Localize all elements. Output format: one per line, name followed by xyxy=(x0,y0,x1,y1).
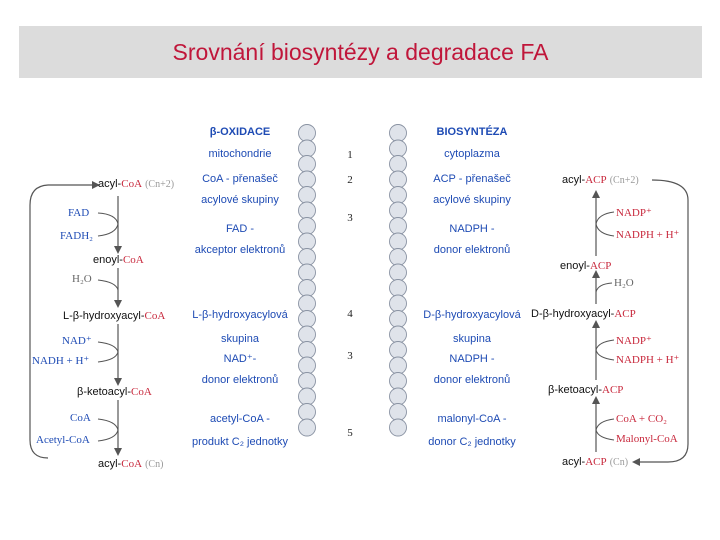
membrane-bead xyxy=(390,171,407,188)
membrane-bead xyxy=(390,202,407,219)
left-branch-nad xyxy=(98,342,118,362)
membrane-bead xyxy=(299,249,316,266)
oxidation-acceptor-2: akceptor elektronů xyxy=(194,244,286,256)
left-arrow-1-head xyxy=(114,246,122,254)
biosynthesis-donor: NADPH - xyxy=(449,223,495,235)
right-acyl-bottom-chain: (Cn) xyxy=(609,457,629,468)
membrane-bead xyxy=(299,187,316,204)
membrane-bead xyxy=(299,280,316,297)
left-arrow-2-head xyxy=(114,300,122,308)
left-branch-h2o xyxy=(98,280,118,290)
left-acyl-bottom xyxy=(98,458,163,471)
right-ketoacyl xyxy=(548,384,623,397)
oxidation-nad: NAD⁺- xyxy=(223,353,257,365)
biosynthesis-location: cytoplazma xyxy=(444,148,500,160)
left-acyl-top-prefix: acyl- xyxy=(98,178,122,190)
membrane-bead xyxy=(299,264,316,281)
membrane-bead xyxy=(390,233,407,250)
right-ketoacyl-prefix: β-ketoacyl- xyxy=(548,384,603,396)
left-acyl-top-coa: CoA xyxy=(121,178,143,190)
oxidation-unit: acetyl-CoA - xyxy=(210,413,270,425)
right-nadph: NADPH + H⁺ xyxy=(616,229,680,241)
membrane-bead xyxy=(299,295,316,312)
membrane-bead xyxy=(390,326,407,343)
membrane-bead xyxy=(390,218,407,235)
membrane-bead xyxy=(299,326,316,343)
right-acyl-top-prefix: acyl- xyxy=(562,174,586,186)
left-acetyl-coa: Acetyl-CoA xyxy=(36,434,90,446)
membrane-bead xyxy=(390,311,407,328)
step-number-5: 3 xyxy=(347,350,353,362)
membrane-bead xyxy=(390,280,407,297)
right-coa-co2: CoA + CO₂ xyxy=(616,413,667,425)
right-acyl-top xyxy=(562,174,639,187)
left-acyl-bottom-chain: (Cn) xyxy=(145,459,164,470)
membrane-bead xyxy=(390,295,407,312)
membrane-bead xyxy=(299,202,316,219)
left-ketoacyl xyxy=(77,386,152,399)
cycle-arrow-right-head xyxy=(632,458,640,466)
step-number-3: 3 xyxy=(347,212,353,224)
step-number-6: 5 xyxy=(347,427,353,439)
left-h2o: H₂O xyxy=(72,273,92,285)
membrane-bead xyxy=(299,388,316,405)
biosynthesis-unit: malonyl-CoA - xyxy=(437,413,507,425)
oxidation-header: β-OXIDACE xyxy=(209,126,271,138)
left-enoyl-prefix: enoyl- xyxy=(93,254,123,266)
membrane-bead xyxy=(390,156,407,173)
left-fad: FAD xyxy=(68,207,90,219)
biosynthesis-header: BIOSYNTÉZA xyxy=(436,126,508,138)
biosynthesis-hydroxy: D-β-hydroxyacylová xyxy=(423,309,521,321)
right-branch-h2o xyxy=(596,283,612,292)
biosynthesis-hydroxy-2: skupina xyxy=(453,333,491,345)
left-enoyl xyxy=(93,254,144,267)
right-acyl-top-chain: (Cn+2) xyxy=(609,175,639,186)
right-branch-nadp2 xyxy=(596,340,614,360)
left-branch-fad xyxy=(98,213,118,236)
right-hydroxyacyl-prefix: D-β-hydroxyacyl- xyxy=(531,308,615,320)
left-coa: CoA xyxy=(70,412,91,424)
right-enoyl-prefix: enoyl- xyxy=(560,260,590,272)
right-nadp-plus: NADP⁺ xyxy=(616,207,652,219)
biosynthesis-donor-b: NADPH - xyxy=(449,353,495,365)
right-arrow-1-head xyxy=(592,396,600,404)
biosynthesis-carrier: ACP - přenašeč xyxy=(433,173,511,185)
membrane-bead xyxy=(390,249,407,266)
oxidation-nad-2: donor elektronů xyxy=(201,374,279,386)
membrane-bead xyxy=(390,373,407,390)
right-nadp-plus-2: NADP⁺ xyxy=(616,335,652,347)
oxidation-location: mitochondrie xyxy=(208,148,272,160)
left-acyl-top-chain: (Cn+2) xyxy=(145,179,175,190)
left-ketoacyl-coa: CoA xyxy=(131,386,152,398)
left-ketoacyl-prefix: β-ketoacyl- xyxy=(77,386,132,398)
membrane-bead xyxy=(390,140,407,157)
right-ketoacyl-acp: ACP xyxy=(602,384,624,396)
left-acyl-bottom-prefix: acyl- xyxy=(98,458,122,470)
step-number-2: 2 xyxy=(347,174,353,186)
right-acyl-bottom-acp: ACP xyxy=(585,456,607,468)
membrane-bead xyxy=(299,311,316,328)
oxidation-acceptor: FAD - xyxy=(225,223,255,235)
membrane-bead xyxy=(299,419,316,436)
left-arrow-3-head xyxy=(114,378,122,386)
membrane-bead xyxy=(299,156,316,173)
oxidation-hydroxy-2: skupina xyxy=(221,333,259,345)
membrane-bead xyxy=(299,218,316,235)
membrane-bead xyxy=(299,125,316,142)
membrane-bead xyxy=(299,357,316,374)
right-arrow-2-head xyxy=(592,320,600,328)
left-branch-coa xyxy=(98,419,118,441)
right-branch-malonyl xyxy=(596,419,614,440)
step-number-4: 4 xyxy=(347,308,353,320)
right-acyl-bottom xyxy=(562,456,628,469)
membrane-bead xyxy=(299,140,316,157)
biosynthesis-carrier-2: acylové skupiny xyxy=(433,194,511,206)
page-title: Srovnání biosyntézy a degradace FA xyxy=(172,39,549,65)
membrane-bead xyxy=(390,419,407,436)
left-nadh: NADH + H⁺ xyxy=(32,355,90,367)
left-hydroxyacyl-coa: CoA xyxy=(144,310,166,322)
membrane-column-left xyxy=(299,125,316,437)
biosynthesis-unit-2: donor C₂ jednotky xyxy=(428,436,516,448)
membrane-column-right xyxy=(390,125,407,437)
right-enoyl xyxy=(560,260,611,273)
right-arrow-4-head xyxy=(592,190,600,198)
right-enoyl-acp: ACP xyxy=(589,260,612,272)
left-arrow-4-head xyxy=(114,448,122,456)
biosynthesis-donor-b-2: donor elektronů xyxy=(433,374,511,386)
oxidation-carrier: CoA - přenašeč xyxy=(202,173,278,185)
biosynthesis-donor-2: donor elektronů xyxy=(433,244,511,256)
step-number-1: 1 xyxy=(347,149,353,161)
left-hydroxyacyl xyxy=(63,310,165,323)
right-branch-nadp xyxy=(596,212,614,236)
left-nad-plus: NAD⁺ xyxy=(62,335,92,347)
membrane-bead xyxy=(390,357,407,374)
membrane-bead xyxy=(390,187,407,204)
left-acyl-bottom-coa: CoA xyxy=(121,458,143,470)
left-hydroxyacyl-prefix: L-β-hydroxyacyl- xyxy=(63,310,145,322)
right-hydroxyacyl-acp: ACP xyxy=(614,308,636,320)
right-h2o: H₂O xyxy=(614,277,634,289)
membrane-bead xyxy=(299,233,316,250)
right-acyl-bottom-prefix: acyl- xyxy=(562,456,586,468)
membrane-bead xyxy=(299,171,316,188)
membrane-bead xyxy=(299,342,316,359)
membrane-bead xyxy=(390,404,407,421)
membrane-bead xyxy=(390,342,407,359)
left-fadh2: FADH₂ xyxy=(60,230,93,242)
membrane-bead xyxy=(299,404,316,421)
oxidation-carrier-2: acylové skupiny xyxy=(201,194,279,206)
right-hydroxyacyl xyxy=(531,308,636,321)
membrane-bead xyxy=(390,125,407,142)
right-nadph-2: NADPH + H⁺ xyxy=(616,354,680,366)
membrane-bead xyxy=(299,373,316,390)
membrane-bead xyxy=(390,264,407,281)
left-enoyl-coa: CoA xyxy=(122,254,144,266)
oxidation-unit-2: produkt C₂ jednotky xyxy=(192,436,288,448)
right-acyl-top-acp: ACP xyxy=(585,174,607,186)
left-acyl-top xyxy=(98,178,174,191)
membrane-bead xyxy=(390,388,407,405)
oxidation-hydroxy: L-β-hydroxyacylová xyxy=(192,309,288,321)
right-malonyl-coa: Malonyl-CoA xyxy=(616,433,678,445)
